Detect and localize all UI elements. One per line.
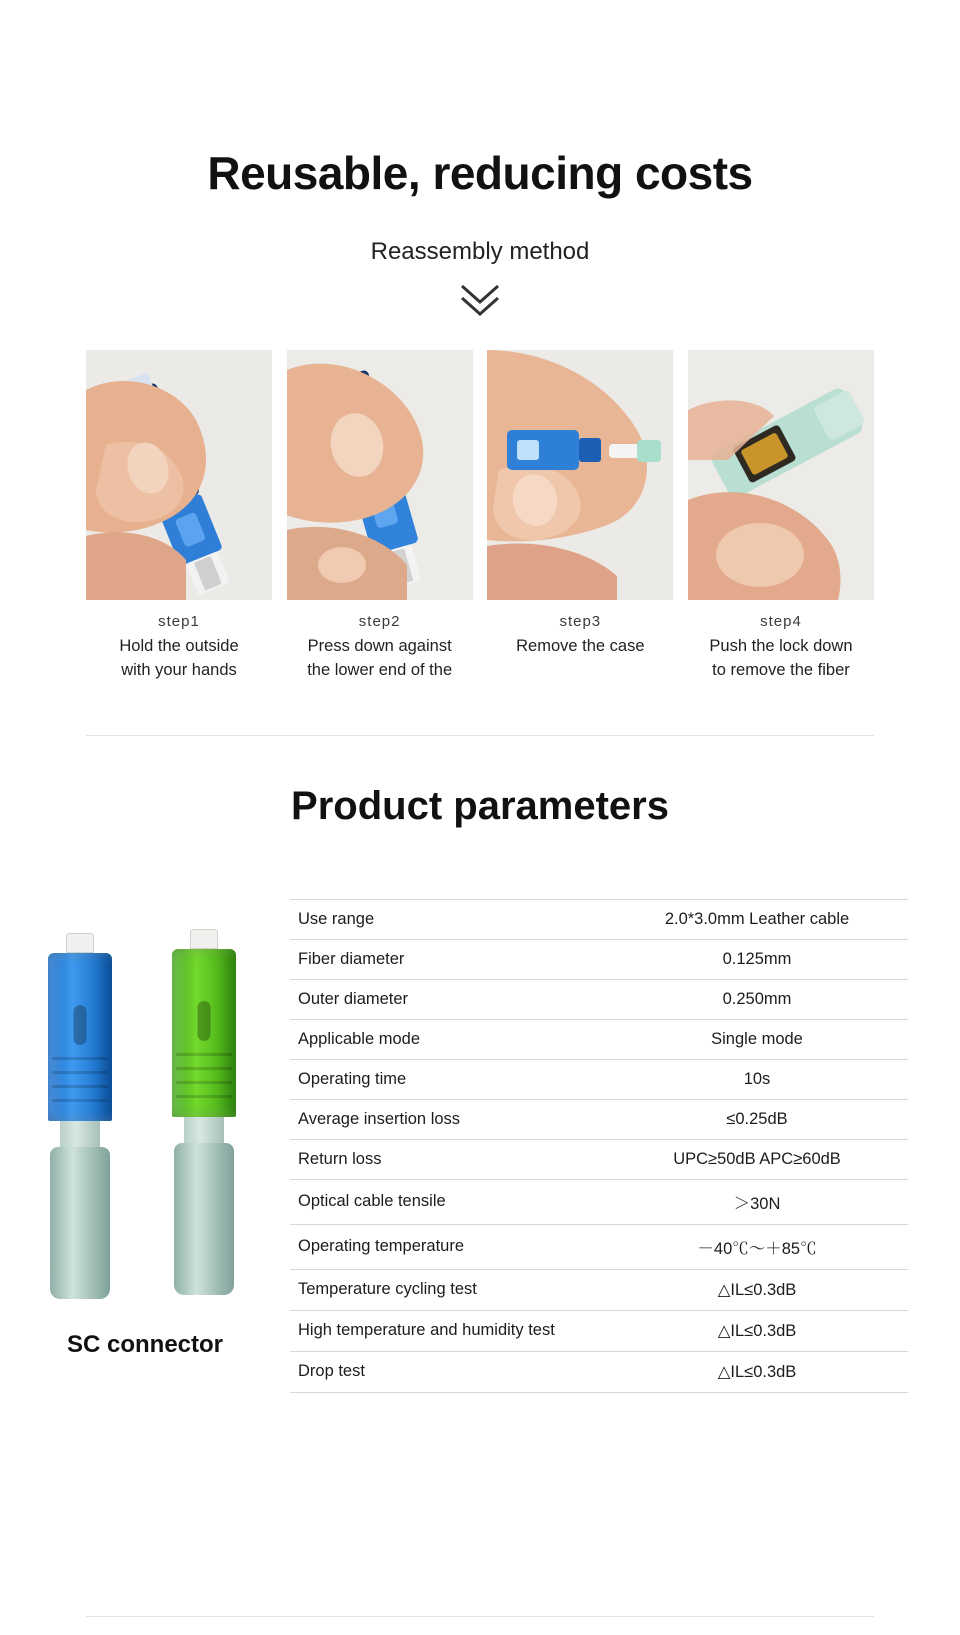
table-row bbox=[290, 939, 908, 979]
parameter-value: △IL≤0.3dB bbox=[717, 1362, 797, 1381]
table-row bbox=[290, 1269, 908, 1310]
parameter-name: Use range bbox=[298, 909, 375, 928]
sc-connector-blue bbox=[44, 933, 116, 1299]
table-row bbox=[290, 1099, 908, 1139]
connector-boot bbox=[50, 1147, 110, 1299]
connector-slot bbox=[198, 1001, 211, 1041]
parameter-name: Operating time bbox=[298, 1069, 407, 1088]
step-item bbox=[688, 350, 874, 683]
parameter-name: Temperature cycling test bbox=[298, 1280, 477, 1299]
connector-caption: SC connector bbox=[66, 1330, 224, 1358]
parameter-name: Fiber diameter bbox=[298, 949, 405, 968]
table-row bbox=[290, 1310, 908, 1351]
parameters-title: Product parameters bbox=[291, 783, 669, 828]
parameter-value: Single mode bbox=[711, 1029, 803, 1048]
table-row bbox=[290, 899, 908, 939]
parameter-name: Optical cable tensile bbox=[298, 1192, 446, 1211]
parameter-name: High temperature and humidity test bbox=[298, 1321, 555, 1340]
parameters-table bbox=[290, 899, 908, 1393]
parameter-value: －40℃～＋85℃ bbox=[697, 1239, 817, 1258]
connector-neck bbox=[184, 1117, 224, 1143]
bottom-divider bbox=[86, 1616, 874, 1617]
step-item bbox=[86, 350, 272, 683]
connector-body bbox=[172, 949, 236, 1117]
parameter-value: △IL≤0.3dB bbox=[717, 1280, 797, 1299]
steps-row bbox=[0, 350, 960, 683]
sc-connector-green bbox=[168, 929, 240, 1295]
step-description: Hold the outside with your hands bbox=[119, 637, 239, 679]
step-item bbox=[287, 350, 473, 683]
parameter-name: Outer diameter bbox=[298, 989, 409, 1008]
step2-photo bbox=[287, 350, 473, 600]
step-description: Press down against the lower end of the bbox=[307, 637, 453, 679]
parameter-value: △IL≤0.3dB bbox=[717, 1321, 797, 1340]
step-description: Push the lock down to remove the fiber bbox=[709, 637, 853, 679]
chevron-double-down-icon bbox=[0, 280, 960, 320]
connector-illustration bbox=[20, 899, 290, 1393]
step-label: step1 bbox=[158, 613, 200, 630]
table-row bbox=[290, 1059, 908, 1099]
step-label: step4 bbox=[760, 613, 802, 630]
product-parameters-section bbox=[0, 784, 960, 1393]
step-label: step3 bbox=[559, 613, 602, 630]
page-title: Reusable, reducing costs bbox=[207, 147, 753, 199]
parameter-value: UPC≥50dB APC≥60dB bbox=[673, 1149, 841, 1168]
connector-boot bbox=[174, 1143, 234, 1295]
parameter-name: Drop test bbox=[298, 1362, 365, 1381]
parameter-value: 10s bbox=[743, 1069, 771, 1088]
step-item bbox=[487, 350, 673, 683]
table-row bbox=[290, 1224, 908, 1269]
parameter-name: Average insertion loss bbox=[298, 1109, 461, 1128]
connector-cap bbox=[190, 929, 218, 949]
step-description: Remove the case bbox=[516, 637, 645, 655]
parameter-name: Operating temperature bbox=[298, 1237, 465, 1256]
table-row bbox=[290, 1139, 908, 1179]
table-row bbox=[290, 979, 908, 1019]
step3-photo bbox=[487, 350, 673, 600]
parameter-value: ≤0.25dB bbox=[726, 1109, 788, 1128]
connector-slot bbox=[74, 1005, 87, 1045]
table-row bbox=[290, 1179, 908, 1224]
connector-neck bbox=[60, 1121, 100, 1147]
parameter-value: 0.125mm bbox=[722, 949, 792, 968]
step-label: step2 bbox=[358, 613, 401, 630]
reusable-section bbox=[0, 0, 960, 736]
step1-photo bbox=[86, 350, 272, 600]
parameter-value: 2.0*3.0mm Leather cable bbox=[664, 909, 850, 928]
connector-body bbox=[48, 953, 112, 1121]
connector-cap bbox=[66, 933, 94, 953]
parameter-name: Return loss bbox=[298, 1149, 382, 1168]
parameter-name: Applicable mode bbox=[298, 1029, 420, 1048]
step4-photo bbox=[688, 350, 874, 600]
section-divider bbox=[86, 735, 874, 736]
table-row bbox=[290, 1351, 908, 1392]
reassembly-subtitle: Reassembly method bbox=[370, 238, 590, 265]
parameter-value: ＞30N bbox=[733, 1194, 781, 1213]
parameter-value: 0.250mm bbox=[722, 989, 792, 1008]
table-row bbox=[290, 1019, 908, 1059]
